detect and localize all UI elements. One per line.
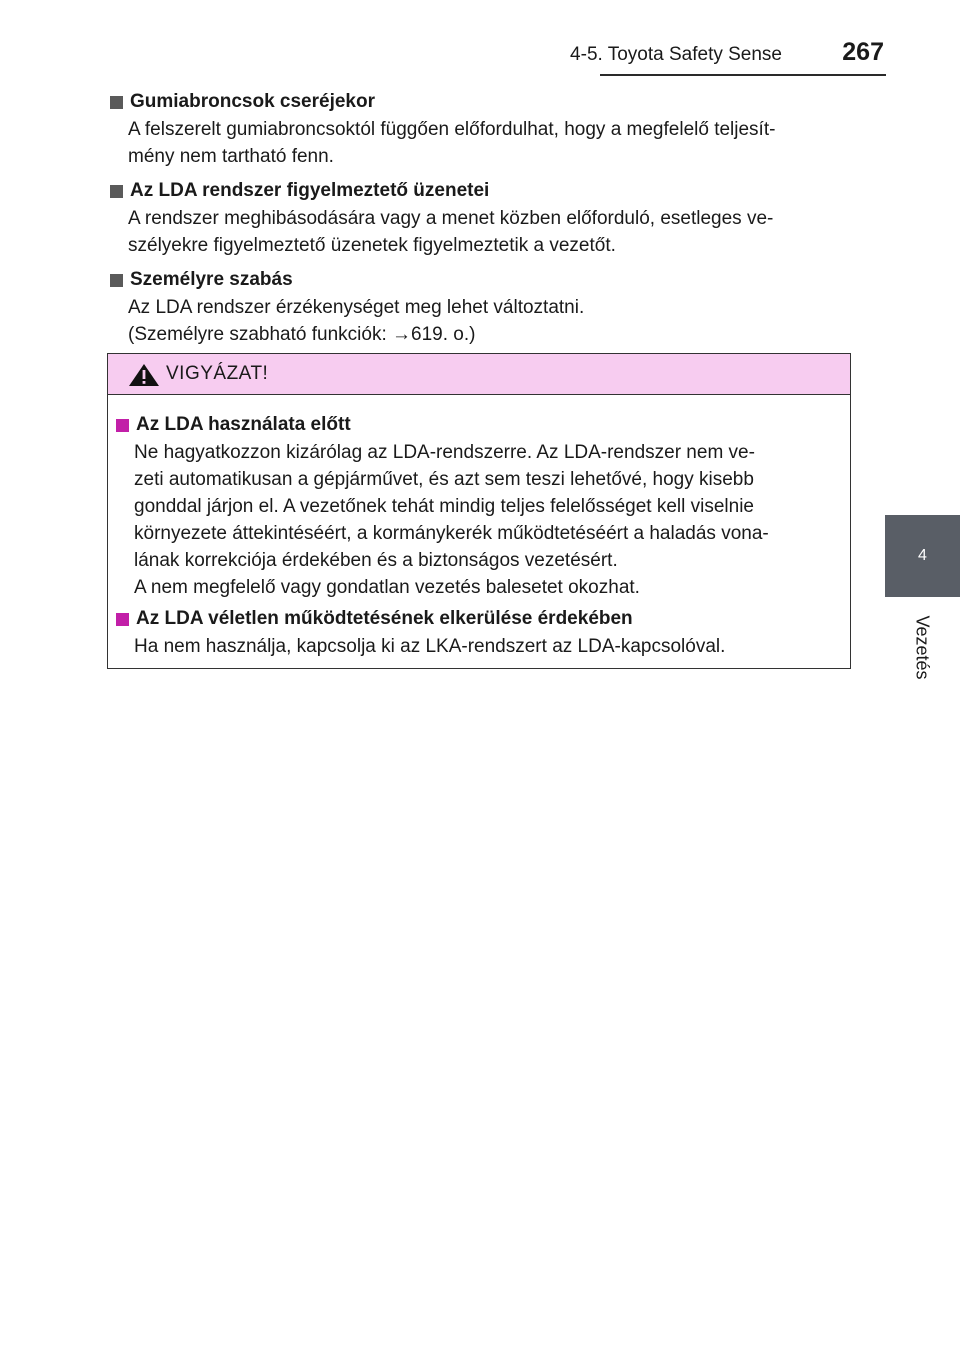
main-content — [108, 88, 853, 355]
item-title: Gumiabroncsok cseréjekor — [130, 91, 375, 112]
item-title: Az LDA véletlen működtetésének elkerülése érdekében — [136, 608, 633, 629]
chapter-number: 4 — [918, 547, 927, 564]
square-bullet-icon — [110, 274, 123, 287]
item-title: Személyre szabás — [130, 269, 293, 290]
warning-item — [114, 411, 832, 601]
warning-item — [114, 605, 832, 660]
chapter-label: Vezetés — [912, 614, 933, 680]
chapter-label-box — [885, 602, 960, 692]
body-line: A nem megfelelő vagy gondatlan vezetés balesetet okozhat. — [134, 577, 640, 598]
warning-body — [108, 395, 850, 660]
page-number: 267 — [842, 38, 884, 66]
body-line: mény nem tartható fenn. — [128, 146, 334, 167]
body-line: (Személyre szabható funkciók: →619. o.) — [128, 324, 476, 345]
square-bullet-icon — [110, 185, 123, 198]
info-item — [108, 177, 853, 259]
body-line: A felszerelt gumiabroncsoktól függően előfordulhat, hogy a megfelelő teljesít- — [128, 119, 776, 140]
square-bullet-icon — [110, 96, 123, 109]
body-line: Ne hagyatkozzon kizárólag az LDA-rendszerre. Az LDA-rendszer nem ve- — [134, 442, 755, 463]
chapter-tab — [885, 515, 960, 597]
body-line: környezete áttekintéséért, a kormánykerék működtetéséért a haladás vona- — [134, 523, 769, 544]
warning-title: VIGYÁZAT! — [166, 363, 269, 384]
body-line: zeti automatikusan a gépjárművet, és azt sem teszi lehetővé, hogy kisebb — [134, 469, 754, 490]
item-title: Az LDA rendszer figyelmeztető üzenetei — [130, 180, 490, 201]
square-bullet-icon — [116, 419, 129, 432]
body-line: Ha nem használja, kapcsolja ki az LKA-rendszert az LDA-kapcsolóval. — [134, 636, 726, 657]
info-item — [108, 266, 853, 348]
warning-box — [107, 353, 851, 669]
warning-header — [108, 354, 850, 395]
warning-triangle-icon — [128, 363, 160, 387]
square-bullet-icon — [116, 613, 129, 626]
item-title: Az LDA használata előtt — [136, 414, 351, 435]
body-line: A rendszer meghibásodására vagy a menet közben előforduló, esetleges ve- — [128, 208, 774, 229]
body-line: lának korrekciója érdekében és a biztonságos vezetésért. — [134, 550, 618, 571]
body-line: Az LDA rendszer érzékenységet meg lehet változtatni. — [128, 297, 585, 318]
header-rule — [600, 74, 886, 76]
section-title: 4-5. Toyota Safety Sense — [570, 44, 782, 65]
page-header — [0, 38, 886, 74]
info-item — [108, 88, 853, 170]
body-line: gonddal járjon el. A vezetőnek tehát mindig teljes felelősséget kell viselnie — [134, 496, 754, 517]
body-line: szélyekre figyelmeztető üzenetek figyelmeztetik a vezetőt. — [128, 235, 616, 256]
